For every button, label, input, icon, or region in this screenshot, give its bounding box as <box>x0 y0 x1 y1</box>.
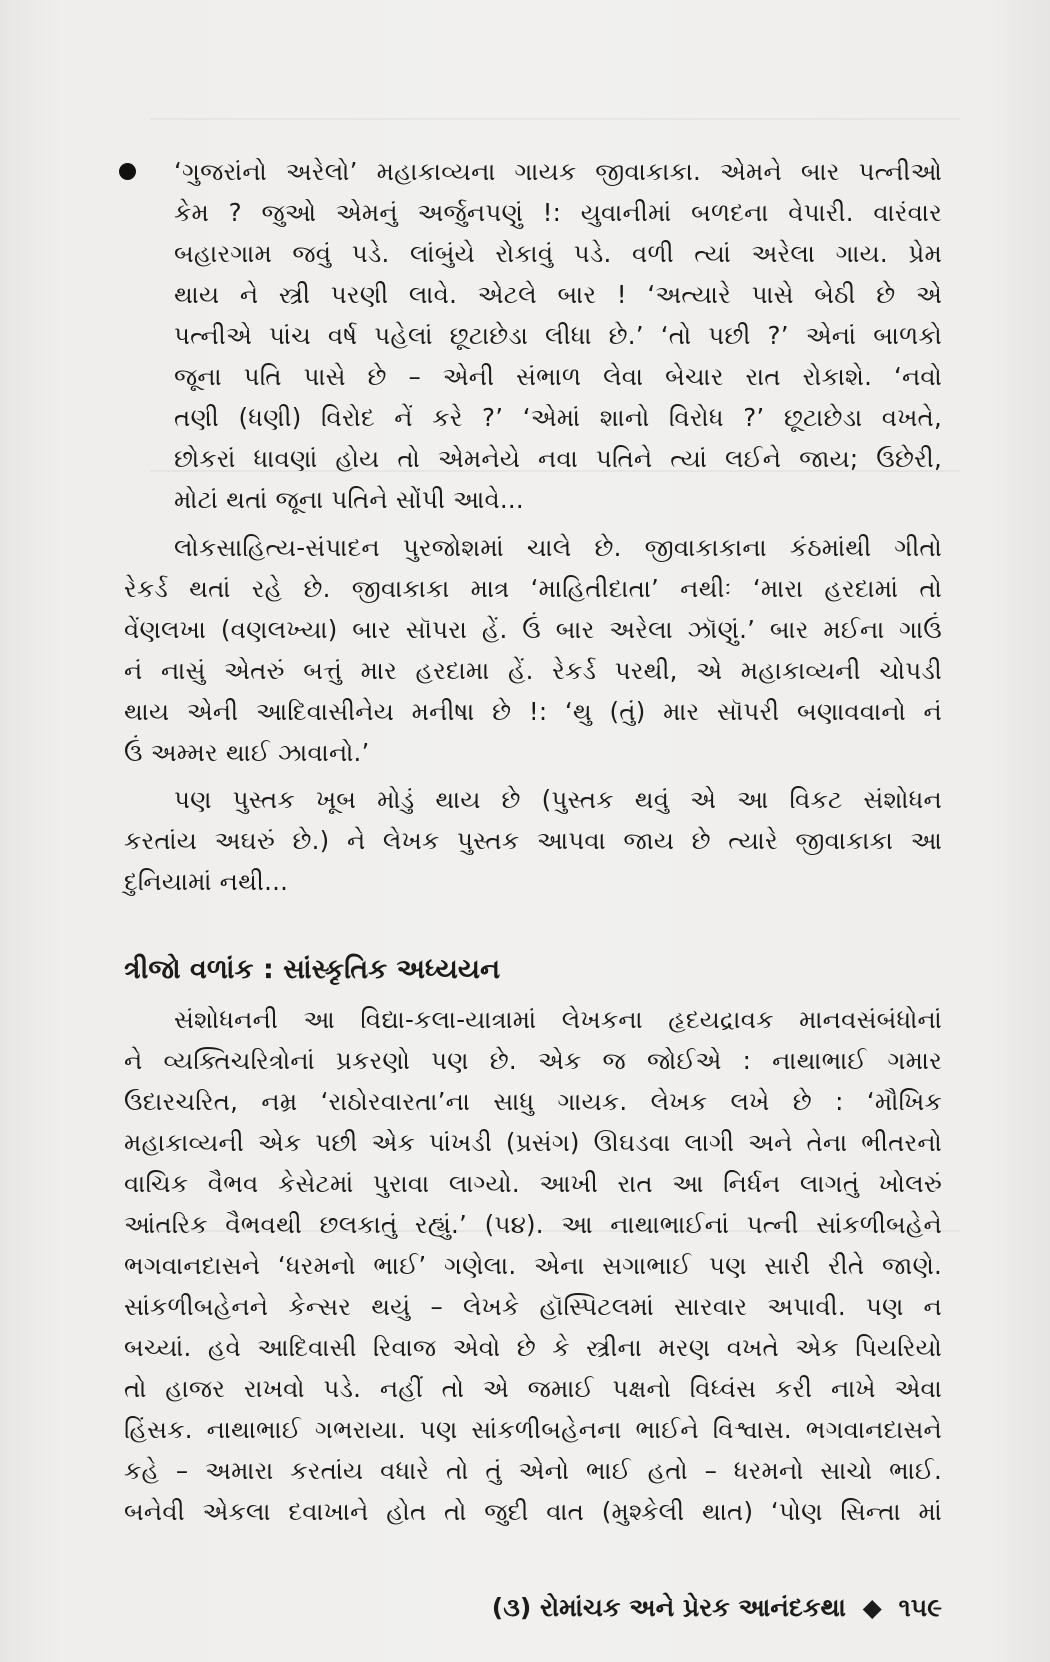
diamond-icon: ◆ <box>862 1593 882 1622</box>
text-line: સાંકળીબહેનને કેન્સર થયું – લેખકે હૉસ્પિટલમાં સારવાર અપાવી. પણ ન <box>124 1292 942 1321</box>
text-line: ભગવાનદાસને ‘ધરમનો ભાઈ’ ગણેલા. એના સગાભાઈ પણ સારી રીતે જાણે. <box>124 1251 942 1280</box>
text-line: ઉં અમ્મર થાઈ ઝાવાનો.’ <box>124 738 370 767</box>
page-footer <box>460 1588 942 1628</box>
text-line: કરતાંય અઘરું છે.) ને લેખક પુસ્તક આપવા જાય છે ત્યારે જીવાકાકા આ <box>124 826 942 855</box>
text-line: બહારગામ જવું પડે. લાંબુંયે રોકાવું પડે. વળી ત્યાં અરેલા ગાય. પ્રેમ <box>174 239 942 268</box>
text-line: લોકસાહિત્ય-સંપાદન પુરજોશમાં ચાલે છે. જીવાકાકાના કંઠમાંથી ગીતો <box>174 533 942 562</box>
text-line: કેમ ? જુઓ એમનું અર્જુનપણું !: યુવાનીમાં બળદના વેપારી. વારંવાર <box>174 198 942 227</box>
text-line: ‘ગુજરાંનો અરેલો’ મહાકાવ્યના ગાયક જીવાકાકા. એમને બાર પત્નીઓ <box>174 157 942 186</box>
text-line: પત્નીએ પાંચ વર્ષ પહેલાં છૂટાછેડા લીધા છે.’ ‘તો પછી ?’ એનાં બાળકો <box>174 321 942 350</box>
text-line: બચ્યાં. હવે આદિવાસી રિવાજ એવો છે કે સ્ત્રીના મરણ વખતે એક પિયરિયો <box>124 1333 942 1362</box>
text-line: રેકર્ડ થતાં રહે છે. જીવાકાકા માત્ર ‘માહિતીદાતા’ નથીઃ ‘મારા હરદામાં તો <box>124 574 942 603</box>
text-line: ને વ્યક્તિચરિત્રોનાં પ્રકરણો પણ છે. એક જ જોઈએ : નાથાભાઈ ગમાર <box>124 1046 942 1075</box>
text-line: થાય એની આદિવાસીનેય મનીષા છે !: ‘થુ (તું) માર સૉપરી બણાવવાનો નં <box>124 697 942 726</box>
text-line: ઉદારચરિત, નમ્ર ‘રાઠોરવારતા’ના સાધુ ગાયક. લેખક લખે છે : ‘મૌખિક <box>124 1087 942 1116</box>
bullet-icon <box>119 163 136 180</box>
text-line: છોકરાં ધાવણાં હોય તો એમનેયે નવા પતિને ત્યાં લઈને જાય; ઉછેરી, <box>174 444 942 473</box>
text-line: જૂના પતિ પાસે છે – એની સંભાળ લેવા બેચાર રાત રોકાશે. ‘નવો <box>174 362 942 391</box>
page-number: ૧૫૯ <box>898 1593 942 1622</box>
text-line: દુનિયામાં નથી... <box>124 867 289 896</box>
text-line: થાય ને સ્ત્રી પરણી લાવે. એટલે બાર ! ‘અત્યારે પાસે બેઠી છે એ <box>174 280 942 309</box>
text-line: મોટાં થતાં જૂના પતિને સોંપી આવે... <box>174 485 524 514</box>
text-line: કહે – અમારા કરતાંય વધારે તો તું એનો ભાઈ હતો – ધરમનો સાચો ભાઈ. <box>124 1456 942 1485</box>
section-heading: ત્રીજો વળાંક : સાંસ્કૃતિક અધ્યયન <box>124 954 501 985</box>
footer-title: (૩) રોમાંચક અને પ્રેરક આનંદકથા <box>491 1593 846 1622</box>
text-line: પણ પુસ્તક ખૂબ મોડું થાય છે (પુસ્તક થવું એ આ વિકટ સંશોધન <box>174 785 942 814</box>
text-line: તો હાજર રાખવો પડે. નહીં તો એ જમાઈ પક્ષનો વિધ્વંસ કરી નાખે એવા <box>124 1374 942 1403</box>
text-line: સંશોધનની આ વિદ્યા-કલા-યાત્રામાં લેખકના હૃદયદ્રાવક માનવસંબંધોનાં <box>174 1005 942 1034</box>
text-line: નં નાસું એતરું બત્તું માર હરદામા હેં. રેકર્ડ પરથી, એ મહાકાવ્યની ચોપડી <box>124 656 942 685</box>
text-line: મહાકાવ્યની એક પછી એક પાંખડી (પ્રસંગ) ઊઘડવા લાગી અને તેના ભીતરનો <box>124 1128 942 1157</box>
text-line: આંતરિક વૈભવથી છલકાતું રહ્યું.’ (૫૪). આ નાથાભાઈનાં પત્ની સાંકળીબહેને <box>124 1210 942 1239</box>
text-line: હિંસક. નાથાભાઈ ગભરાયા. પણ સાંકળીબહેનના ભાઈને વિશ્વાસ. ભગવાનદાસને <box>124 1415 942 1444</box>
text-line: વાચિક વૈભવ કેસેટમાં પુરાવા લાગ્યો. આખી રાત આ નિર્ધન લાગતું ખોલરું <box>124 1169 942 1198</box>
text-line: તણી (ધણી) વિરોદ નેં કરે ?’ ‘એમાં શાનો વિરોધ ?’ છૂટાછેડા વખતે, <box>174 403 942 432</box>
text-line: વેંણલખા (વણલખ્યા) બાર સૉપરા હેં. ઉં બાર અરેલા ઝૉણું.’ બાર મઈના ગાઉં <box>124 615 942 644</box>
text-line: બનેવી એકલા દવાખાને હોત તો જુદી વાત (મુશ્કેલી થાત) ‘પોણ સિન્તા માં <box>124 1497 942 1526</box>
